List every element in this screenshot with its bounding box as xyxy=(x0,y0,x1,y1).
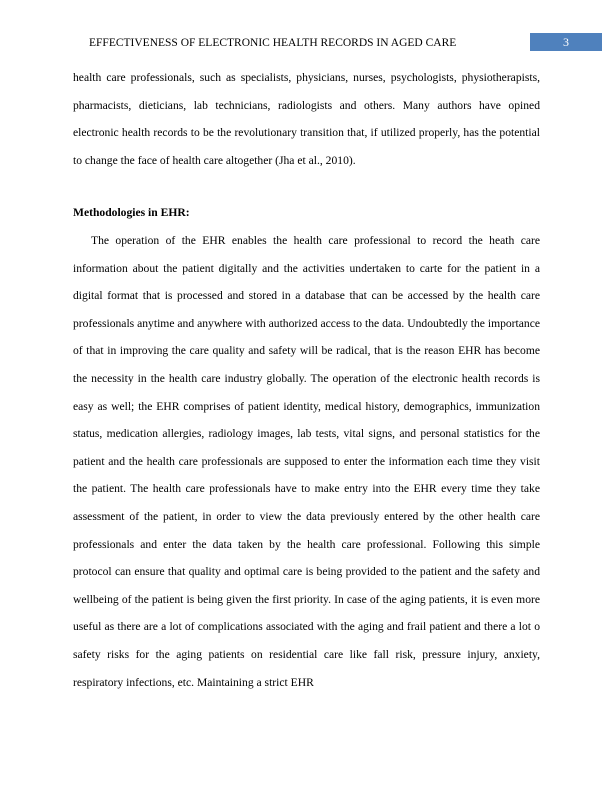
body-paragraph-intro: health care professionals, such as specialists, physicians, nurses, psychologists, physiotherapists, pharmacists, dieticians, lab technicians, radiologists and others. Many authors have opined electronic health records to be the revolutionary transition that, if utilized properly, has the potential to change the face of health care altogether (Jha et al., 2010). xyxy=(73,71,540,167)
body-paragraph-methodologies: The operation of the EHR enables the health care professional to record the heath care information about the patient digitally and the activities undertaken to carte for the patient in a digital format that is processed and stored in a database that can be accessed by the health care professionals anytime and anywhere with authorized access to the data. Undoubtedly the importance of that in improving the care quality and safety will be radical, that is the reason EHR has become the necessity in the health care industry globally. The operation of the electronic health records is easy as well; the EHR comprises of patient identity, medical history, demographics, immunization status, medication allergies, radiology images, lab tests, vital signs, and personal statistics for the patient and the health care professionals are supposed to enter the information each time they visit the patient. The health care professionals have to make entry into the EHR every time they take assessment of the patient, in order to view the data previously entered by the other health care professionals and enter the data taken by the health care professional. Following this simple protocol can ensure that quality and optimal care is being provided to the patient and the safety and wellbeing of the patient is being given the first priority. In case of the aging patients, it is even more useful as there are a lot of complications associated with the aging and frail patient and there a lot o safety risks for the aging patients on residential care like fall risk, pressure injury, anxiety, respiratory infections, etc. Maintaining a strict EHR xyxy=(73,234,540,689)
section-heading: Methodologies in EHR: xyxy=(73,206,190,219)
running-header-title: EFFECTIVENESS OF ELECTRONIC HEALTH RECORDS IN AGED CARE xyxy=(89,37,457,49)
page-number: 3 xyxy=(530,33,602,51)
